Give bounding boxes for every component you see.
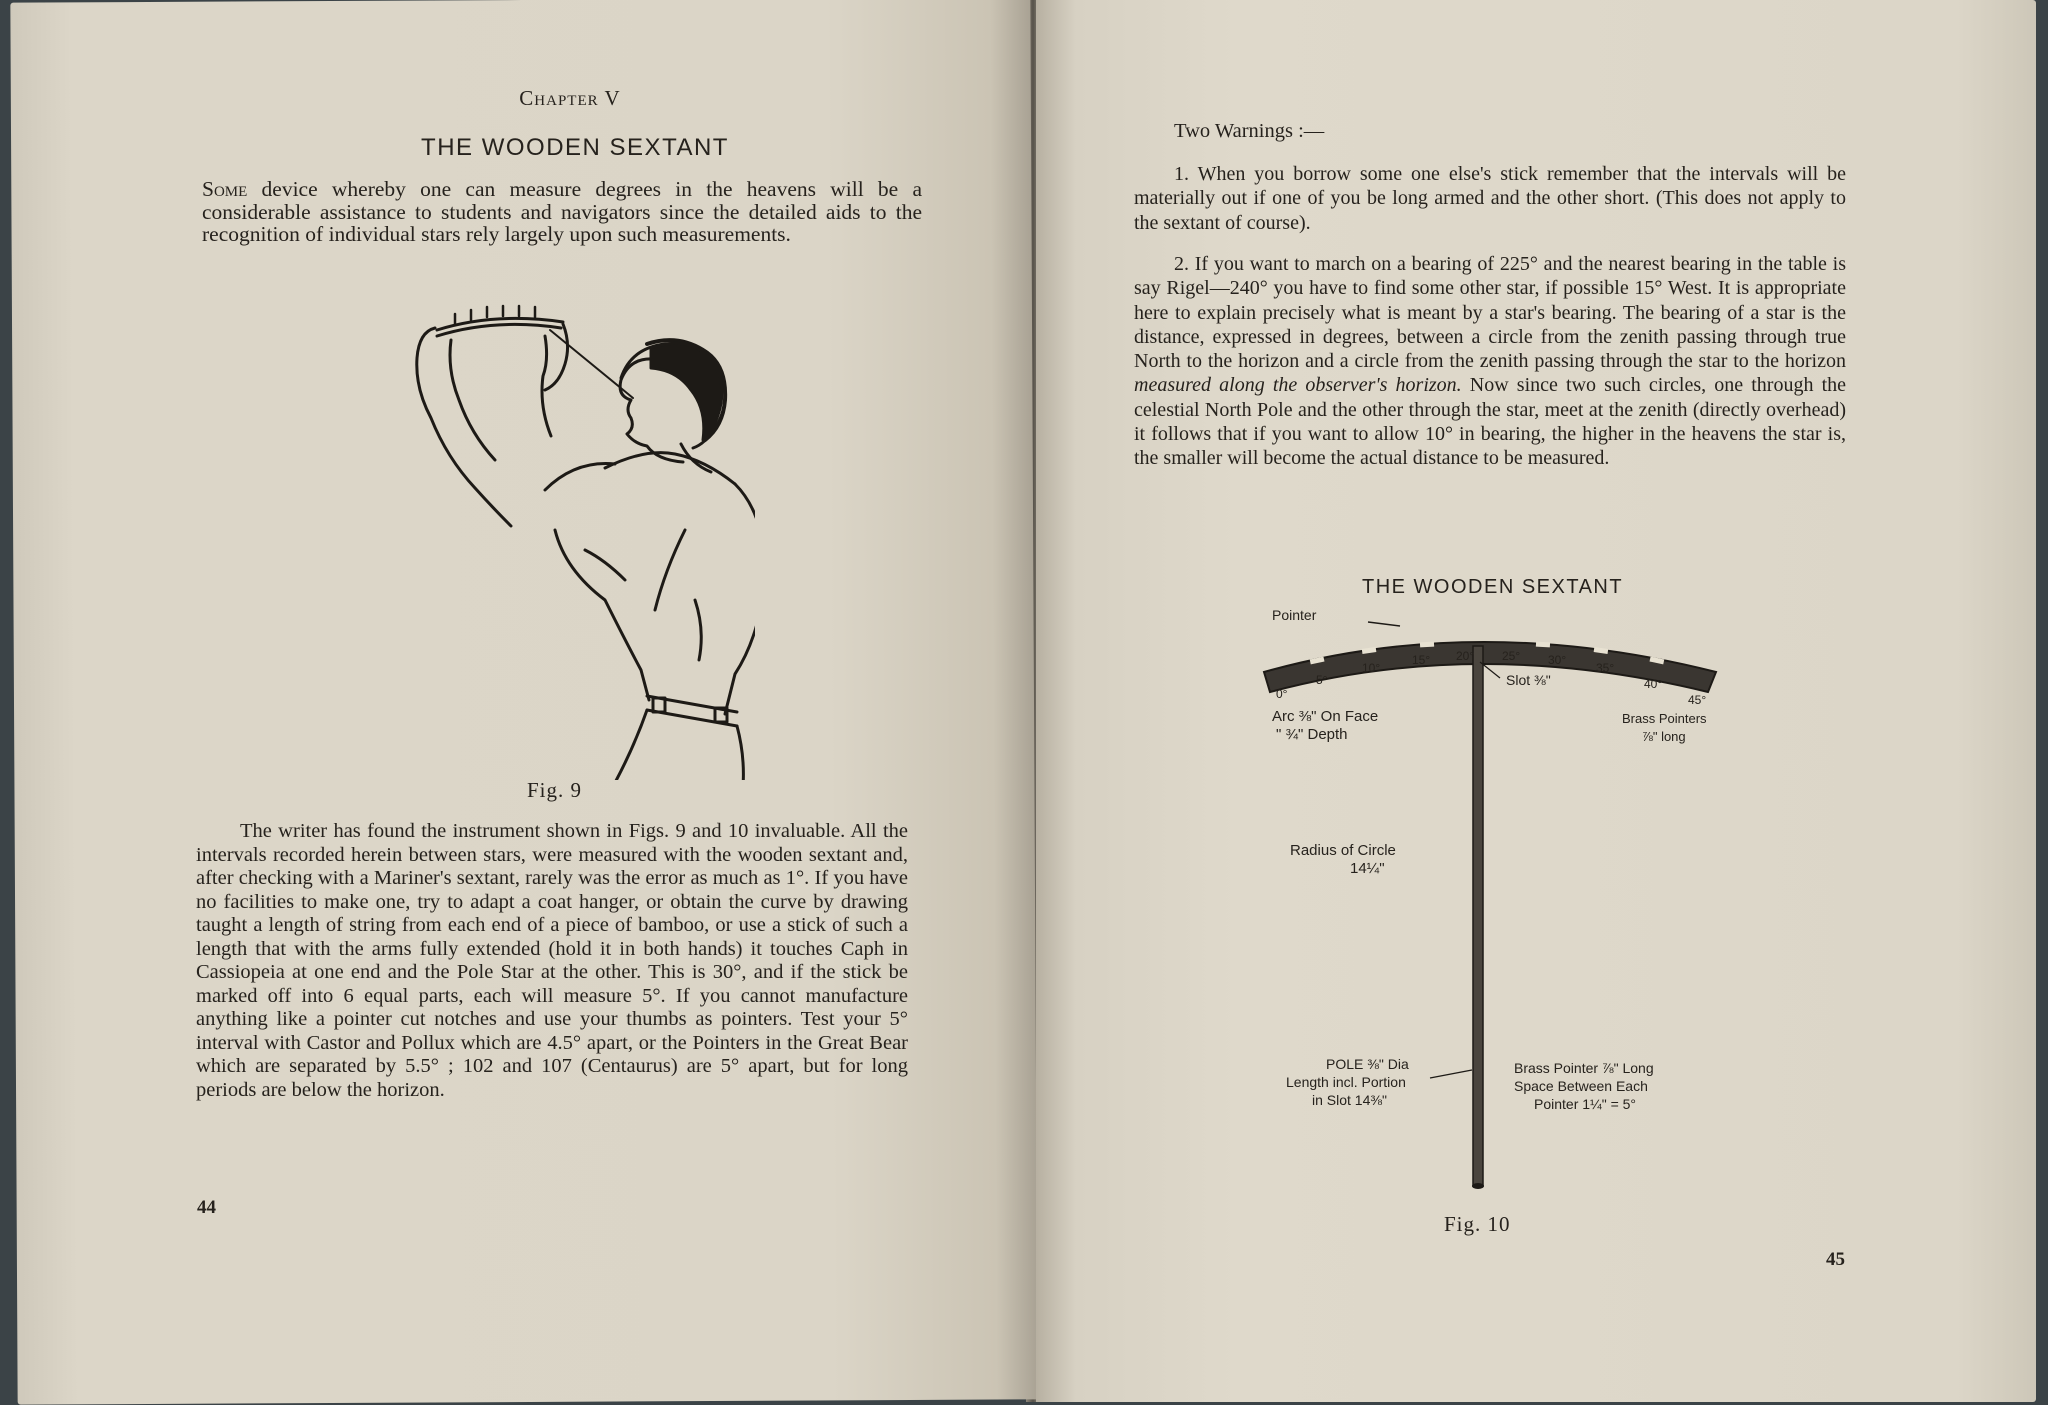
warnings-heading: Two Warnings :—	[1174, 120, 1325, 142]
slot-label: Slot ⅜"	[1506, 672, 1551, 688]
page-number-right: 45	[1826, 1249, 1845, 1270]
scale-label-25: 25°	[1502, 649, 1521, 663]
chapter-title: THE WOODEN SEXTANT	[421, 134, 729, 161]
warning-2-text-b: Now since two such circles, one through the celestial North Pole and the other through the star, meet at the zenith (directly overhead) it follows that if you want to allow 10° in bearing, the higher in the heavens the star is, the smaller will become the actual distance to be measured.	[1134, 374, 1846, 470]
scale-label-45: 45°	[1688, 693, 1707, 707]
pole-label-line3: in Slot 14⅜"	[1312, 1092, 1388, 1108]
figure-9-illustration	[385, 300, 755, 780]
brass-pointers-line1: Brass Pointers	[1622, 711, 1707, 726]
diagram-title: THE WOODEN SEXTANT	[1362, 576, 1624, 598]
scale-label-20: 20°	[1456, 649, 1475, 663]
pole-label-line1: POLE ⅜" Dia	[1326, 1056, 1409, 1072]
brass-pointer-line3: Pointer 1¼" = 5°	[1534, 1096, 1637, 1112]
brass-pointer-line1: Brass Pointer ⅞" Long	[1514, 1060, 1654, 1076]
arc-label-line2: " ¾" Depth	[1276, 726, 1348, 743]
scale-label-0: 0°	[1276, 687, 1288, 701]
radius-label-line1: Radius of Circle	[1290, 842, 1396, 859]
scale-label-35: 35°	[1596, 661, 1615, 675]
brass-pointers-line2: ⅞" long	[1642, 729, 1686, 744]
radius-label-line2: 14¼"	[1350, 860, 1385, 877]
pole-label-line2: Length incl. Portion	[1286, 1074, 1406, 1090]
scale-label-10: 10°	[1362, 661, 1381, 675]
arc-label-line1: Arc ⅜" On Face	[1272, 708, 1379, 725]
body-paragraph: The writer has found the instrument shown in Figs. 9 and 10 invaluable. All the intervals recorded herein between stars, were measured with the wooden sextant and, after checking with a Mariner's sextant, rarely was the error as much as 1°. If you have no facilities to make one, try to adapt a coat hanger, or obtain the curve by drawing taught a length of string from each end of a piece of bamboo, or use a stick of such a length that with the arms fully extended (hold it in both hands) it touches Caph in Cassiopeia at one end and the Pole Star at the other. This is 30°, and if the stick be marked off into 6 equal parts, each will measure 5°. If you cannot manufacture anything like a pointer cut notches and use your thumbs as pointers. Test your 5° interval with Castor and Pollux which are 4.5° apart, or the Pointers in the Great Bear which are separated by 5.5° ; 102 and 107 (Centaurus) are 5° apart, but for long periods are below the horizon.	[196, 820, 908, 1101]
pointer-leader	[1368, 622, 1400, 626]
scale-label-40: 40°	[1644, 677, 1663, 691]
warning-2-italic: measured along the observer's horizon.	[1134, 374, 1462, 397]
brass-pointer-line2: Space Between Each	[1514, 1078, 1648, 1094]
scale-label-15: 15°	[1412, 653, 1431, 667]
warning-2-text-a: 2. If you want to march on a bearing of 225° and the nearest bearing in the table is say Rigel—240° you have to find some other star, if possible 15° West. It is appropriate here to explain precisely what is meant by a star's bearing. The bearing of a star is the distance, expressed in degrees, between a circle from the zenith passing through true North to the horizon and a circle from the zenith passing through the star to the horizon	[1134, 253, 1846, 373]
pointer-label: Pointer	[1272, 607, 1317, 623]
figure-9-caption: Fig. 9	[527, 778, 583, 802]
intro-text: device whereby one can measure degrees in the heavens will be a considerable assistance to students and navigators since the detailed aids to the recognition of individual stars rely largely upon such measurements.	[202, 177, 922, 246]
warning-2	[1134, 252, 1846, 471]
intro-first-word: Some	[202, 177, 248, 201]
page-number-left: 44	[197, 1197, 216, 1218]
chapter-heading: Chapter V	[519, 86, 621, 110]
intro-paragraph	[202, 178, 922, 246]
warning-1: 1. When you borrow some one else's stick remember that the intervals will be materially out if one of you be long armed and the other short. (This does not apply to the sextant of course).	[1134, 163, 1846, 234]
scale-label-5: 5°	[1316, 673, 1328, 687]
sextant-pole	[1473, 646, 1483, 1186]
scale-label-30: 30°	[1548, 653, 1567, 667]
figure-10-caption: Fig. 10	[1444, 1212, 1511, 1236]
